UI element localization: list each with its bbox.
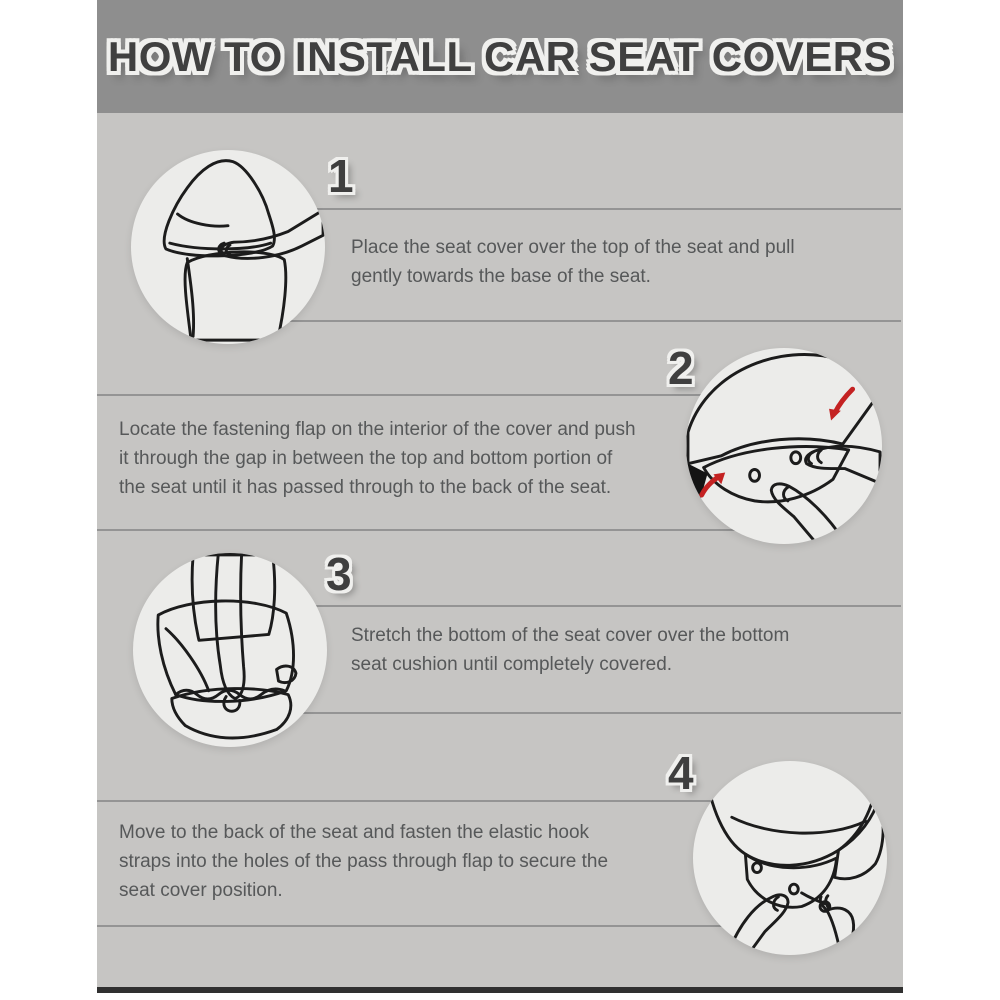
step-1-number: 1 [328,150,354,202]
step-2-text-line: the seat until it has passed through to the back of the seat. [119,477,612,498]
step-2-text [119,415,636,502]
step-3-text-line: seat cushion until completely covered. [351,654,673,675]
content-area [97,0,903,993]
header [97,0,903,113]
separator-line [230,320,901,322]
step-2-number: 2 [668,342,694,394]
step-1-text-line: Place the seat cover over the top of the seat and pull [351,237,795,258]
step-3-illustration [133,553,327,747]
seat-cover-pull-icon [131,150,325,344]
step-1-text-line: gently towards the base of the seat. [351,266,651,287]
page-title: HOW TO INSTALL CAR SEAT COVERS [107,32,893,80]
step-4-text [119,818,608,905]
step-1-illustration [131,150,325,344]
separator-line [230,605,901,607]
separator-line [230,208,901,210]
hook-strap-fasten-icon [693,761,887,955]
step-4-text-line: Move to the back of the seat and fasten the elastic hook [119,822,590,843]
separator-line [97,394,784,396]
separator-line [97,925,790,927]
step-2-illustration [686,348,882,544]
step-4-text-line: seat cover position. [119,880,283,901]
cover-stretch-bottom-icon [133,553,327,747]
step-3-number: 3 [326,548,352,600]
bottom-border [97,987,903,993]
step-4-illustration [693,761,887,955]
step-2-text-line: Locate the fastening flap on the interior of the cover and push [119,419,636,440]
step-3-text-line: Stretch the bottom of the seat cover over the bottom [351,625,790,646]
step-3-text [351,621,789,679]
step-4-number: 4 [668,747,694,799]
separator-line [230,712,901,714]
separator-line [97,800,790,802]
step-1-text [351,233,795,291]
separator-line [97,529,784,531]
step-4-text-line: straps into the holes of the pass through flap to secure the [119,851,609,872]
flap-push-through-icon [686,348,882,544]
step-2-text-line: it through the gap in between the top and bottom portion of [119,448,613,469]
